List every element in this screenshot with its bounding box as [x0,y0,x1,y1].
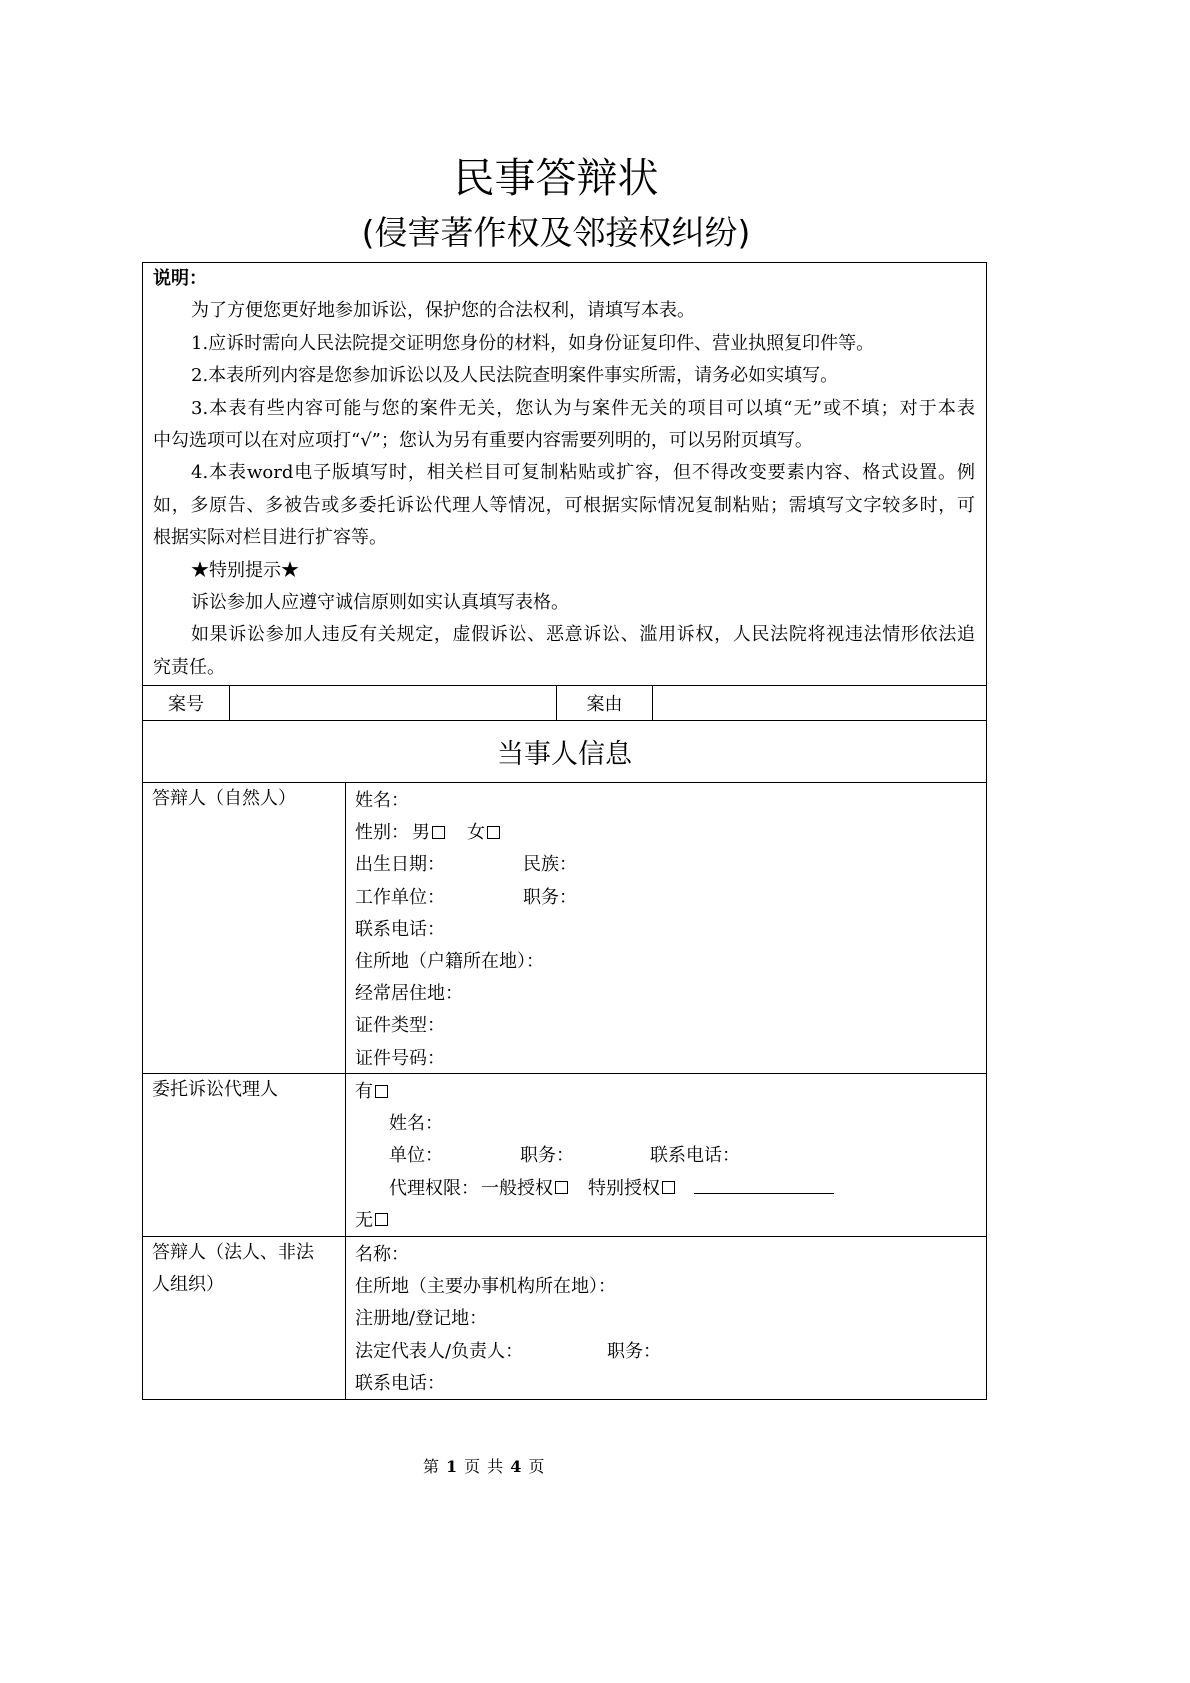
notes-line: 诉讼参加人应遵守诚信原则如实认真填写表格。 [191,591,569,613]
section-label-cell [143,1074,346,1236]
case-number-label: 案号 [143,686,230,720]
notes-line: 如果诉讼参加人违反有关规定，虚假诉讼、恶意诉讼、滥用诉权，人民法院将视违法情形依法追 [191,624,975,646]
org-phone-field[interactable] [445,1366,986,1398]
birth-ethnicity-row [355,847,986,879]
id-type-field[interactable] [445,1008,986,1040]
employer-position-row [355,880,986,912]
org-domicile-label: 住所地（主要办事机构所在地）： [355,1276,616,1298]
org-phone-row [355,1366,986,1398]
habitual-residence-row [355,976,986,1008]
agent-position-field[interactable] [574,1138,650,1170]
agent-section [143,1073,986,1236]
notes-line: 如，多原告、多被告或多委托诉讼代理人等情况，可根据实际情况复制粘贴；需填写文字较多时，可 [153,494,975,516]
has-agent-row [355,1074,986,1106]
agent-label: 委托诉讼代理人 [152,1079,278,1100]
agent-unit-label: 单位： [389,1145,443,1167]
respondent-organization-label: 答辩人（法人、非法人组织） [152,1242,314,1296]
id-number-row [355,1041,986,1073]
total-pages-number: 4 [510,1457,522,1476]
employer-pair [355,880,523,912]
document-subtitle: (侵害著作权及邻接权纠纷) [361,213,751,252]
org-domicile-row [355,1269,986,1301]
birth-date-pair [355,847,523,879]
agent-phone-field[interactable] [740,1138,986,1170]
agent-authority-label: 代理权限： [389,1177,479,1199]
respondent-natural-person-section [143,782,986,1073]
agent-fields [346,1074,986,1236]
org-name-row [355,1237,986,1269]
gender-male-checkbox[interactable] [432,826,445,839]
notes-heading: 说明： [153,268,207,289]
id-number-field[interactable] [445,1041,986,1073]
gender-male-label: 男 [412,822,430,844]
current-page-number: 1 [446,1457,458,1476]
notes-line: 4.本表word电子版填写时，相关栏目可复制粘贴或扩容，但不得改变要素内容、格式设置。例 [191,462,975,484]
general-authority-label: 一般授权 [481,1177,553,1199]
has-agent-checkbox[interactable] [375,1085,388,1098]
notes-line: 中勾选项可以在对应项打“√”；您认为另有重要内容需要列明的，可以另附页填写。 [153,429,813,451]
domicile-field[interactable] [544,944,986,976]
ethnicity-field[interactable] [577,847,986,879]
org-position-label: 职务： [607,1340,661,1362]
has-agent-label: 有 [355,1081,373,1103]
instructions-box [143,263,986,685]
respondent-organization-section [143,1236,986,1399]
case-cause-label: 案由 [557,686,653,720]
section-label-cell [143,1237,346,1399]
habitual-residence-field[interactable] [463,976,986,1008]
legal-representative-field[interactable] [523,1334,607,1366]
has-agent-option[interactable] [355,1077,388,1103]
registered-place-field[interactable] [487,1301,986,1333]
name-row [355,783,986,815]
agent-position-label: 职务： [520,1145,574,1167]
special-authority-checkbox[interactable] [662,1181,675,1194]
special-authority-details-field[interactable] [694,1180,834,1194]
document-title: 民事答辩状 [453,154,659,202]
org-position-field[interactable] [661,1334,986,1366]
respondent-organization-fields [346,1237,986,1399]
no-agent-option[interactable] [355,1206,388,1232]
agent-authority-row [355,1171,986,1203]
notes-line: 2.本表所列内容是您参加诉讼以及人民法院查明案件事实所需，请务必如实填写。 [191,365,839,387]
ethnicity-label: 民族： [523,854,577,876]
registered-place-label: 注册地/登记地： [355,1308,488,1330]
phone-row [355,912,986,944]
defense-form [142,262,987,1400]
notes-line: 为了方便您更好地参加诉讼，保护您的合法权利，请填写本表。 [191,300,695,322]
total-suffix: 页 [528,1457,545,1476]
id-type-row [355,1008,986,1040]
phone-label: 联系电话： [355,918,445,940]
legal-representative-label: 法定代表人/负责人： [355,1340,524,1362]
respondent-natural-person-fields [346,783,986,1073]
agent-unit-field[interactable] [443,1138,520,1170]
gender-male-option[interactable] [412,818,445,844]
birth-date-label: 出生日期： [355,854,445,876]
respondent-natural-person-label: 答辩人（自然人） [152,788,296,809]
page-word: 页 [464,1457,481,1476]
no-agent-label: 无 [355,1209,373,1231]
gender-female-option[interactable] [467,818,500,844]
name-field[interactable] [409,783,986,815]
notes-line: 究责任。 [153,656,225,678]
case-cause-field[interactable] [653,686,986,720]
case-info-row [143,685,986,720]
id-type-label: 证件类型： [355,1015,445,1037]
registered-place-row [355,1301,986,1333]
gender-label: 性别： [355,822,409,844]
agent-unit-pair [389,1138,520,1170]
case-number-field[interactable] [230,686,557,720]
gender-female-label: 女 [467,822,485,844]
agent-name-row [355,1106,986,1138]
page-prefix: 第 [423,1457,440,1476]
notes-line: 1.应诉时需向人民法院提交证明您身份的材料，如身份证复印件、营业执照复印件等。 [191,332,875,354]
employer-field[interactable] [445,880,523,912]
position-field[interactable] [577,880,986,912]
legal-representative-row [355,1334,986,1366]
agent-phone-label: 联系电话： [650,1145,740,1167]
employer-label: 工作单位： [355,886,445,908]
org-name-field[interactable] [409,1237,986,1269]
notes-line: 3.本表有些内容可能与您的案件无关，您认为与案件无关的项目可以填“无”或不填；对于本表 [191,397,975,419]
no-agent-checkbox[interactable] [375,1213,388,1226]
gender-female-checkbox[interactable] [487,826,500,839]
general-authority-option[interactable] [481,1174,568,1200]
general-authority-checkbox[interactable] [555,1181,568,1194]
agent-position-pair [520,1138,650,1170]
special-notice-heading: ★特别提示★ [191,559,299,581]
special-authority-option[interactable] [588,1174,675,1200]
domicile-row [355,944,986,976]
domicile-label: 住所地（户籍所在地）： [355,951,544,973]
birth-date-field[interactable] [445,847,523,879]
org-phone-label: 联系电话： [355,1372,445,1394]
position-label: 职务： [523,886,577,908]
agent-unit-row [355,1138,986,1170]
section-title: 当事人信息 [143,720,986,782]
name-label: 姓名： [355,790,409,812]
org-name-label: 名称： [355,1244,409,1266]
habitual-residence-label: 经常居住地： [355,983,463,1005]
id-number-label: 证件号码： [355,1047,445,1069]
special-authority-label: 特别授权 [588,1177,660,1199]
legal-representative-pair [355,1334,607,1366]
no-agent-row [355,1203,986,1235]
notes-line: 根据实际对栏目进行扩容等。 [153,527,387,549]
agent-name-label: 姓名： [389,1113,443,1135]
agent-name-field[interactable] [443,1106,986,1138]
section-label-cell [143,783,346,1073]
phone-field[interactable] [445,912,986,944]
gender-row [355,815,986,847]
org-domicile-field[interactable] [616,1269,986,1301]
total-prefix: 共 [487,1457,504,1476]
page-footer [423,1457,551,1477]
